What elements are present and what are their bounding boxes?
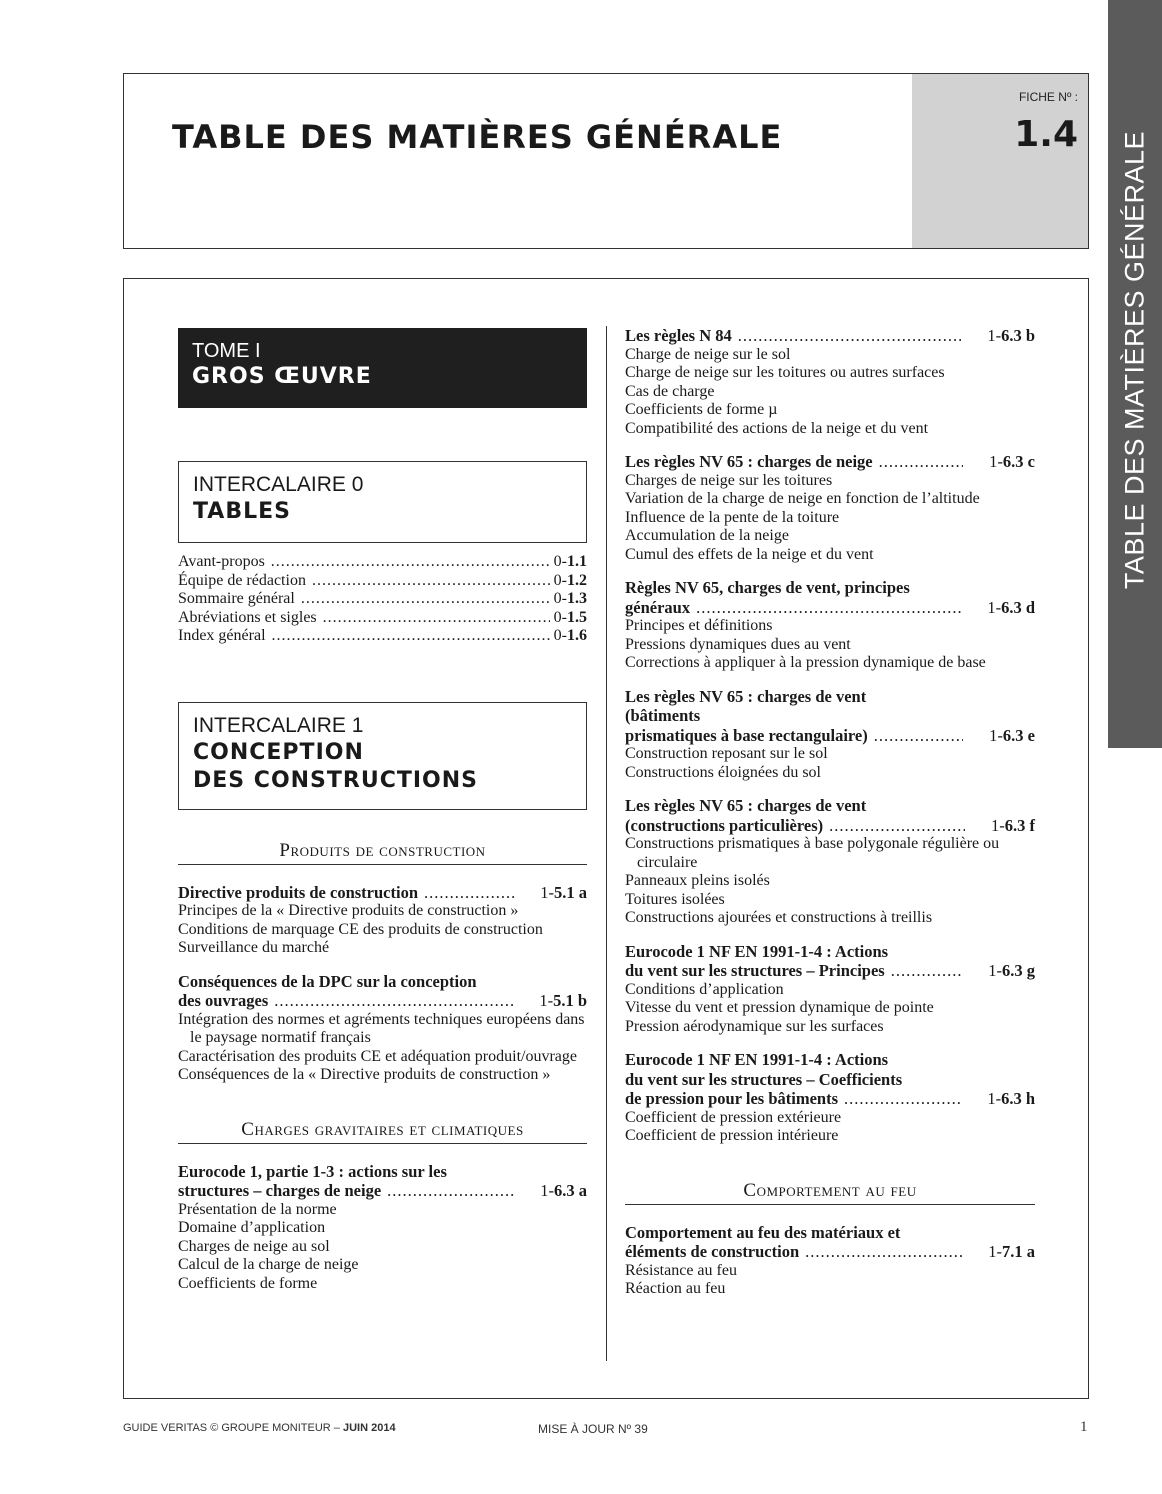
intercalaire-0-list bbox=[178, 553, 587, 646]
toc-entry bbox=[625, 1050, 1035, 1146]
entry-subitem: Calcul de la charge de neige bbox=[178, 1256, 359, 1273]
tome-title: GROS ŒUVRE bbox=[192, 364, 372, 389]
entries-feu bbox=[625, 1223, 1035, 1299]
entry-title-line: Eurocode 1, partie 1-3 : actions sur les bbox=[178, 1161, 447, 1181]
dot-leader bbox=[879, 452, 964, 472]
entry-reference-num: 6.3 f bbox=[1004, 815, 1035, 835]
entry-title-last-line bbox=[178, 1181, 587, 1201]
right-column bbox=[625, 326, 1035, 1313]
entry-subitem: Constructions ajourées et constructions à treillis bbox=[625, 909, 933, 926]
entry-subitem: Pressions dynamiques dues au vent bbox=[625, 635, 851, 653]
entry-reference-num: 6.3 c bbox=[1002, 452, 1035, 471]
entry-title-last-line bbox=[178, 883, 587, 903]
page-number: 1 bbox=[1080, 1419, 1088, 1435]
toc-item-page-num: 1.1 bbox=[567, 553, 587, 570]
toc-item bbox=[178, 553, 587, 572]
dot-leader bbox=[301, 590, 550, 609]
entry-reference: 1-6.3 a bbox=[540, 1181, 587, 1200]
section-heading-charges: Charges gravitaires et climatiques bbox=[178, 1119, 587, 1144]
entry-title-text: Les règles N 84 bbox=[625, 326, 732, 345]
toc-item-page-num: 1.2 bbox=[567, 571, 587, 589]
toc-entry bbox=[178, 883, 587, 958]
entry-title-last-line bbox=[625, 452, 1035, 472]
entry-reference: 1-6.3 e bbox=[989, 725, 1035, 745]
entry-reference-num: 7.1 a bbox=[1002, 1242, 1035, 1261]
toc-item bbox=[178, 590, 587, 609]
entry-subitem: Principes et définitions bbox=[625, 617, 773, 634]
dot-leader bbox=[696, 598, 961, 618]
toc-item bbox=[178, 572, 587, 591]
intercalaire-0-title: TABLES bbox=[193, 499, 291, 524]
toc-entry bbox=[625, 796, 1035, 928]
entry-title-text: éléments de construction bbox=[625, 1242, 800, 1261]
entry-subitem: Conditions de marquage CE des produits de construction bbox=[178, 920, 543, 938]
toc-item-page-num: 1.3 bbox=[567, 590, 587, 607]
intercalaire-1-label: INTERCALAIRE 1 bbox=[193, 713, 364, 737]
entry-title-text: du vent sur les structures – Principes bbox=[625, 961, 885, 980]
entry-subitem: Panneaux pleins isolés bbox=[625, 872, 770, 889]
toc-entry bbox=[625, 1223, 1035, 1299]
dot-leader bbox=[844, 1089, 961, 1109]
entry-title-last-line bbox=[625, 1242, 1035, 1262]
entry-title-line: Comportement au feu des matériaux et bbox=[625, 1222, 901, 1242]
tome-label: TOME I bbox=[192, 340, 261, 362]
entry-subitem: Surveillance du marché bbox=[178, 939, 330, 956]
toc-item-page: 0-1.2 bbox=[553, 571, 587, 589]
toc-item-title: Équipe de rédaction bbox=[178, 571, 306, 589]
dot-leader bbox=[874, 726, 963, 746]
entry-subitem: Charge de neige sur les toitures ou autres surfaces bbox=[625, 364, 945, 381]
entry-title-line: du vent sur les structures – Coefficients bbox=[625, 1069, 903, 1089]
entry-reference: 1-6.3 b bbox=[987, 326, 1035, 345]
toc-item-title: Sommaire général bbox=[178, 590, 295, 607]
toc-entry bbox=[625, 578, 1035, 673]
tome-block bbox=[178, 328, 587, 408]
intercalaire-0-label: INTERCALAIRE 0 bbox=[193, 473, 364, 496]
section-heading-produits: Produits de construction bbox=[178, 840, 587, 865]
entry-reference: 1-6.3 c bbox=[989, 452, 1035, 471]
entry-title-last-line bbox=[625, 816, 1035, 836]
entry-subitem: Coefficient de pression intérieure bbox=[625, 1127, 839, 1144]
dot-leader bbox=[272, 627, 550, 646]
entry-reference-num: 6.3 d bbox=[1001, 597, 1035, 617]
entry-reference: 1-6.3 g bbox=[988, 961, 1035, 980]
toc-item-page-num: 1.5 bbox=[567, 608, 587, 626]
toc-item-title: Avant-propos bbox=[178, 553, 265, 570]
entry-subitem: Présentation de la norme bbox=[178, 1200, 337, 1218]
entry-subitem: Vitesse du vent et pression dynamique de pointe bbox=[625, 999, 934, 1016]
entry-title-text: de pression pour les bâtiments bbox=[625, 1089, 839, 1108]
dot-leader bbox=[323, 609, 550, 628]
toc-item-title: Index général bbox=[178, 627, 266, 644]
entry-reference-num: 6.3 a bbox=[554, 1181, 587, 1200]
toc-entry bbox=[625, 452, 1035, 564]
footer-publisher: GUIDE VERITAS © GROUPE MONITEUR – bbox=[123, 1422, 343, 1434]
entry-title-last-line bbox=[625, 326, 1035, 346]
entry-subitem: Charge de neige sur le sol bbox=[625, 345, 791, 363]
entry-subitem: Coefficients de forme µ bbox=[625, 401, 778, 418]
dot-leader bbox=[312, 572, 550, 591]
entry-title-text: Les règles NV 65 : charges de neige bbox=[625, 452, 873, 471]
left-column bbox=[178, 328, 587, 1307]
entry-subitem: Résistance au feu bbox=[625, 1261, 737, 1279]
intercalaire-1-box bbox=[178, 702, 587, 810]
toc-entry bbox=[178, 972, 587, 1085]
section-heading-feu: Comportement au feu bbox=[625, 1180, 1035, 1205]
toc-entry bbox=[625, 687, 1035, 783]
entry-subitem: Corrections à appliquer à la pression dynamique de base bbox=[625, 654, 986, 671]
dot-leader bbox=[805, 1242, 962, 1262]
dot-leader bbox=[424, 883, 514, 903]
entry-reference: 1-7.1 a bbox=[988, 1242, 1035, 1261]
footer-update: MISE À JOUR Nº 39 bbox=[538, 1422, 648, 1436]
entry-subitem: Charges de neige sur les toitures bbox=[625, 471, 833, 489]
entry-subitem: Principes de la « Directive produits de construction » bbox=[178, 902, 519, 919]
entry-reference-num: 6.3 e bbox=[1002, 725, 1035, 745]
entry-subitem: Conséquences de la « Directive produits de construction » bbox=[178, 1066, 551, 1083]
entry-title-text: prismatiques à base rectangulaire) bbox=[625, 725, 868, 745]
entry-reference-num: 6.3 g bbox=[1002, 961, 1035, 980]
dot-leader bbox=[891, 961, 963, 981]
entry-subitem: Toitures isolées bbox=[625, 890, 725, 908]
toc-item-title: Abréviations et sigles bbox=[178, 608, 317, 626]
column-divider bbox=[606, 326, 607, 1361]
header-box bbox=[123, 73, 1089, 249]
toc-entry bbox=[625, 942, 1035, 1037]
entry-subitem: Constructions éloignées du sol bbox=[625, 763, 821, 781]
entry-title-line: Les règles NV 65 : charges de vent bbox=[625, 686, 867, 706]
side-tab bbox=[1108, 0, 1162, 748]
entry-title-text: Directive produits de construction bbox=[178, 882, 418, 902]
toc-item-page: 0-1.5 bbox=[553, 608, 587, 626]
entries-produits bbox=[178, 883, 587, 1085]
entry-reference: 1-6.3 f bbox=[991, 815, 1035, 835]
entry-title-last-line bbox=[625, 598, 1035, 618]
entry-title-line: Conséquences de la DPC sur la conception bbox=[178, 971, 477, 991]
toc-item bbox=[178, 627, 587, 646]
entry-subitem: Influence de la pente de la toiture bbox=[625, 508, 840, 526]
toc-item-page-num: 1.6 bbox=[567, 627, 587, 644]
entry-title-last-line bbox=[625, 726, 1035, 746]
entry-reference: 1-5.1 b bbox=[539, 991, 587, 1010]
toc-item bbox=[178, 609, 587, 628]
entries-right bbox=[625, 326, 1035, 1146]
entry-subitem: Réaction au feu bbox=[625, 1280, 726, 1297]
entry-title-line: Eurocode 1 NF EN 1991-1-4 : Actions bbox=[625, 941, 889, 961]
toc-item-page: 0-1.3 bbox=[553, 590, 587, 607]
footer-left bbox=[123, 1422, 396, 1434]
entry-title-text: (constructions particulières) bbox=[625, 815, 824, 835]
entry-title-last-line bbox=[625, 1089, 1035, 1109]
fiche-number: 1.4 bbox=[1014, 114, 1078, 155]
entry-subitem: Coefficients de forme bbox=[178, 1274, 318, 1292]
fiche-label: FICHE Nº : bbox=[1018, 90, 1078, 104]
entry-reference: 1-5.1 a bbox=[540, 882, 587, 902]
entry-reference-num: 6.3 h bbox=[1001, 1089, 1035, 1108]
fiche-panel bbox=[912, 74, 1088, 248]
footer-date: JUIN 2014 bbox=[342, 1422, 396, 1434]
side-tab-label: TABLE DES MATIÈRES GÉNÉRALE bbox=[1119, 130, 1150, 590]
toc-item-page: 0-1.6 bbox=[553, 627, 587, 644]
toc-entry bbox=[625, 326, 1035, 438]
dot-leader bbox=[387, 1181, 514, 1201]
entry-title-line: Eurocode 1 NF EN 1991-1-4 : Actions bbox=[625, 1050, 889, 1069]
entry-subitem: Accumulation de la neige bbox=[625, 527, 789, 544]
dot-leader bbox=[274, 991, 513, 1011]
dot-leader bbox=[829, 816, 965, 836]
entry-subitem: Conditions d’application bbox=[625, 980, 784, 998]
intercalaire-1-title-line1: CONCEPTION bbox=[193, 739, 364, 765]
entry-subitem: Construction reposant sur le sol bbox=[625, 745, 828, 762]
intercalaire-1-title-line2: DES CONSTRUCTIONS bbox=[193, 767, 479, 793]
entry-title-text: des ouvrages bbox=[178, 991, 269, 1010]
entry-subitem: Charges de neige au sol bbox=[178, 1237, 330, 1255]
entry-subitem: Constructions prismatiques à base polygonale régulière ou circulaire bbox=[625, 835, 1000, 871]
entry-subitem: Intégration des normes et agréments techniques européens dans le paysage normatif français bbox=[178, 1010, 585, 1046]
entry-subitem: Cumul des effets de la neige et du vent bbox=[625, 545, 874, 563]
entry-reference-num: 6.3 b bbox=[1001, 326, 1035, 345]
dot-leader bbox=[271, 553, 550, 572]
entry-title-line: Règles NV 65, charges de vent, principes bbox=[625, 578, 910, 597]
entry-subitem: Caractérisation des produits CE et adéquation produit/ouvrage bbox=[178, 1047, 577, 1065]
entry-title-text: généraux bbox=[625, 597, 691, 617]
dot-leader bbox=[738, 326, 962, 346]
entry-reference: 1-6.3 d bbox=[987, 597, 1035, 617]
entries-charges bbox=[178, 1162, 587, 1294]
entry-subitem: Coefficient de pression extérieure bbox=[625, 1108, 842, 1126]
entry-title-last-line bbox=[625, 961, 1035, 981]
entry-title-line: Les règles NV 65 : charges de vent bbox=[625, 796, 867, 815]
entry-subitem: Compatibilité des actions de la neige et du vent bbox=[625, 419, 929, 437]
intercalaire-0-box bbox=[178, 461, 587, 543]
toc-entry bbox=[178, 1162, 587, 1294]
entry-reference: 1-6.3 h bbox=[987, 1089, 1035, 1108]
entry-subitem: Pression aérodynamique sur les surfaces bbox=[625, 1017, 884, 1035]
entry-subitem: Variation de la charge de neige en fonction de l’altitude bbox=[625, 490, 980, 507]
page-title: TABLE DES MATIÈRES GÉNÉRALE bbox=[172, 118, 783, 156]
toc-item-page: 0-1.1 bbox=[553, 553, 587, 570]
entry-subitem: Cas de charge bbox=[625, 382, 715, 400]
entry-subitem: Domaine d’application bbox=[178, 1219, 326, 1236]
entry-reference-num: 5.1 b bbox=[553, 991, 587, 1010]
entry-title-last-line bbox=[178, 991, 587, 1011]
entry-title-text: structures – charges de neige bbox=[178, 1181, 382, 1200]
entry-title-line: (bâtiments bbox=[625, 706, 701, 725]
entry-reference-num: 5.1 a bbox=[554, 882, 587, 902]
